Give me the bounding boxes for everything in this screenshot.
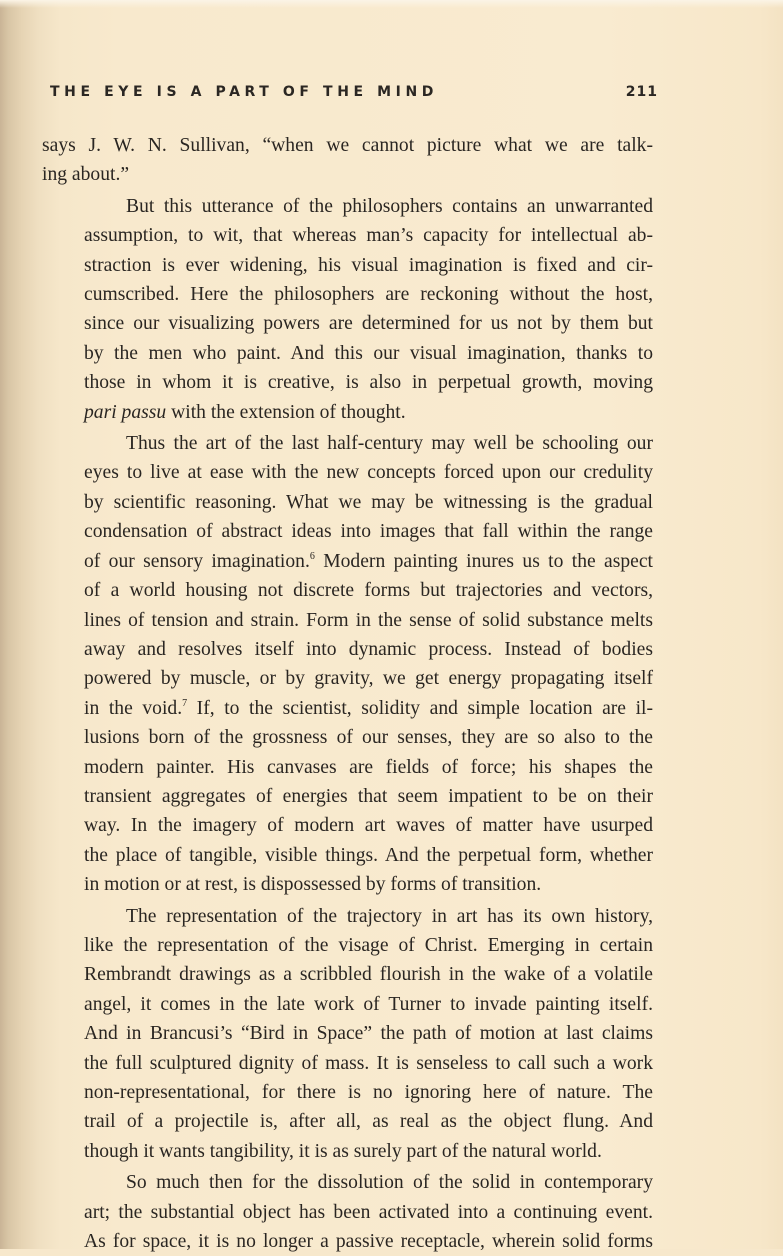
text-line: though it wants tangibility, it is as surely part of the natural world. xyxy=(84,1140,602,1162)
paragraph-continuation xyxy=(42,131,653,190)
text-line: So much then for the dissolution of the solid in contemporary xyxy=(126,1172,653,1194)
paragraph xyxy=(42,902,653,1167)
body-text xyxy=(42,131,653,1256)
text-run: in the void. xyxy=(84,697,183,719)
text-line: eyes to live at ease with the new concepts forced upon our credulity xyxy=(84,462,653,484)
text-line: art; the substantial object has been activated into a continuing event. xyxy=(84,1201,653,1223)
text-line: in motion or at rest, is dispossessed by forms of transition. xyxy=(84,874,542,896)
text-line: non-representational, for there is no ignoring here of nature. The xyxy=(84,1082,653,1103)
text-line: like the representation of the visage of Christ. Emerging in certain xyxy=(84,934,653,956)
text-line: Thus the art of the last half-century may well be schooling our xyxy=(126,433,653,455)
text-line: since our visualizing powers are determined for us not by them but xyxy=(84,313,653,335)
footnote-marker[interactable]: 6 xyxy=(309,550,315,562)
text-line: Rembrandt drawings as a scribbled flourish in the wake of a volatile xyxy=(84,964,653,986)
paragraph xyxy=(42,429,653,900)
text-line: condensation of abstract ideas into images that fall within the range xyxy=(84,521,653,543)
text-line: away and resolves itself into dynamic process. Instead of bodies xyxy=(84,638,653,660)
text-line: straction is ever widening, his visual imagination is fixed and cir- xyxy=(84,254,653,276)
text-line: cumscribed. Here the philosophers are reckoning without the host, xyxy=(84,284,653,306)
text-line: The representation of the trajectory in art has its own history, xyxy=(126,905,653,927)
footnote-marker[interactable]: 7 xyxy=(182,697,188,709)
paragraph xyxy=(42,1168,653,1256)
text-line: by scientific reasoning. What we may be witnessing is the gradual xyxy=(84,491,653,513)
text-line: angel, it comes in the late work of Turner to invade painting itself. xyxy=(84,993,653,1015)
text-line: way. In the imagery of modern art waves of matter have usurped xyxy=(84,815,653,837)
chapter-title: THE EYE IS A PART OF THE MIND xyxy=(50,84,439,100)
text-line: transient aggregates of energies that seem impatient to be on their xyxy=(84,785,653,807)
text-line: of a world housing not discrete forms but trajectories and vectors, xyxy=(84,580,653,602)
italic-phrase: pari passu xyxy=(84,401,167,423)
text-run: Modern painting inures us to the aspect xyxy=(314,550,653,572)
text-line: by the men who paint. And this our visual imagination, thanks to xyxy=(84,342,653,364)
text-run: of our sensory imagination. xyxy=(84,550,310,572)
text-line: assumption, to wit, that whereas man’s capacity for intellectual ab- xyxy=(84,225,653,247)
text-line: But this utterance of the philosophers contains an unwarranted xyxy=(126,195,653,217)
text-line xyxy=(42,694,653,723)
paragraph xyxy=(42,192,653,427)
text-line: modern painter. His canvases are fields of force; his shapes the xyxy=(84,756,653,778)
text-line: trail of a projectile is, after all, as real as the object flung. And xyxy=(84,1111,653,1133)
text-line: the full sculptured dignity of mass. It is senseless to call such a work xyxy=(84,1052,653,1074)
text-line: those in whom it is creative, is also in perpetual growth, moving xyxy=(84,372,653,394)
page-number: 211 xyxy=(625,84,658,100)
text-line: lusions born of the grossness of our senses, they are so also to the xyxy=(84,727,653,749)
text-line: And in Brancusi’s “Bird in Space” the path of motion at last claims xyxy=(84,1023,653,1045)
text-run: If, to the scientist, solidity and simple location are il- xyxy=(187,697,653,719)
text-line: the place of tangible, visible things. And the perpetual form, whether xyxy=(84,844,653,866)
text-run: with the extension of thought. xyxy=(166,401,406,423)
running-head xyxy=(50,84,658,100)
text-line: powered by muscle, or by gravity, we get energy propagating itself xyxy=(84,668,653,690)
text-line: lines of tension and strain. Form in the sense of solid substance melts xyxy=(84,609,653,631)
text-line xyxy=(42,547,653,576)
text-line: As for space, it is no longer a passive receptacle, wherein solid forms xyxy=(84,1231,653,1253)
text-line: ing about.” xyxy=(42,164,130,186)
text-line xyxy=(42,398,653,427)
text-line: says J. W. N. Sullivan, “when we cannot picture what we are talk- xyxy=(42,135,653,156)
